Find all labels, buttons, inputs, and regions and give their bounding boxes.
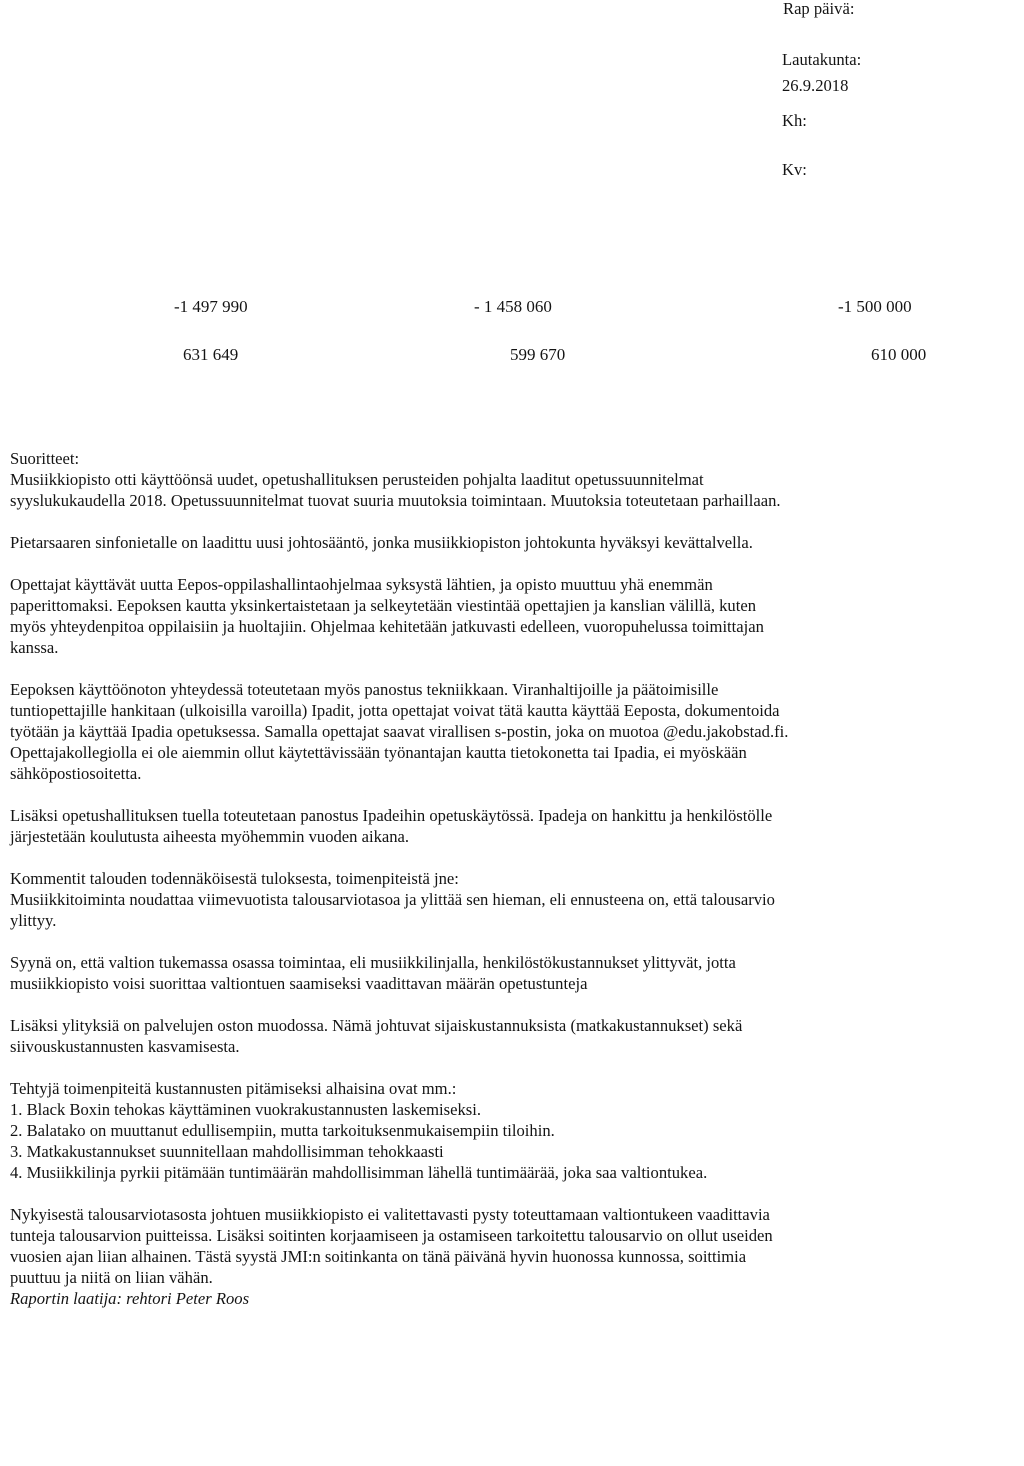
- figure-value: 610 000: [871, 345, 927, 364]
- figure-value: - 1 458 060: [474, 297, 552, 316]
- body-line: työtään ja käyttää Ipadia opetuksessa. Samalla opettajat saavat virallisen s-postin, joka on muotoa @edu.jakobstad.fi.: [10, 722, 789, 741]
- body-line: siivouskustannusten kasvamisesta.: [10, 1037, 240, 1056]
- figure-value: 631 649: [183, 345, 239, 364]
- body-line: musiikkiopisto voisi suorittaa valtiontuen saamiseksi vaadittavan määrän opetustunteja: [10, 974, 588, 993]
- body-line: Eepoksen käyttöönoton yhteydessä toteutetaan myös panostus tekniikkaan. Viranhaltijoille ja päätoimisille: [10, 680, 719, 699]
- list-item: 1. Black Boxin tehokas käyttäminen vuokrakustannusten laskemiseksi.: [10, 1100, 481, 1119]
- body-line: syyslukukaudella 2018. Opetussuunnitelmat tuovat suuria muutoksia toimintaan. Muutoksia toteutetaan parhaillaan.: [10, 491, 781, 510]
- body-line: kanssa.: [10, 638, 59, 657]
- rap-paiva-label: Rap päivä:: [783, 0, 855, 18]
- report-body: [10, 448, 1014, 1309]
- list-item: 2. Balatako on muuttanut edullisempiin, mutta tarkoituksenmukaisempiin tiloihin.: [10, 1121, 555, 1140]
- body-line: Lisäksi opetushallituksen tuella toteutetaan panostus Ipadeihin opetuskäytössä. Ipadeja on hankittu ja henkilöstölle: [10, 806, 773, 825]
- body-line: Opettajat käyttävät uutta Eepos-oppilashallintaohjelmaa syksystä lähtien, ja opisto muuttuu yhä enemmän: [10, 575, 713, 594]
- body-line: tuntiopettajille hankitaan (ulkoisilla varoilla) Ipadit, jotta opettajat voivat tätä kautta käyttää Eeposta, dokumentoida: [10, 701, 780, 720]
- figure-value: -1 500 000: [838, 297, 912, 316]
- body-line: tunteja talousarvion puitteissa. Lisäksi soitinten korjaamiseen ja ostamiseen tarkoitettu talousarvio on ollut useiden: [10, 1226, 773, 1245]
- body-line: vuosien ajan liian alhainen. Tästä syystä JMI:n soitinkanta on tänä päivänä hyvin huonossa kunnossa, soittimia: [10, 1247, 747, 1266]
- body-line: järjestetään koulutusta aiheesta myöhemmin vuoden aikana.: [10, 827, 410, 846]
- body-line: sähköpostiosoitetta.: [10, 764, 142, 783]
- body-line: ylittyy.: [10, 911, 57, 930]
- body-line: Opettajakollegiolla ei ole aiemmin ollut käytettävissään työnantajan kautta tietokonetta tai Ipadia, ei myöskään: [10, 743, 747, 762]
- meeting-date: 26.9.2018: [782, 76, 849, 95]
- section-heading: Suoritteet:: [10, 449, 80, 468]
- body-line: paperittomaksi. Eepoksen kautta yksinkertaistetaan ja selkeytetään viestintää opettajien ja kanslian välillä, kuten: [10, 596, 757, 615]
- body-line: Kommentit talouden todennäköisestä tuloksesta, toimenpiteistä jne:: [10, 869, 459, 888]
- body-line: Nykyisestä talousarviotasosta johtuen musiikkiopisto ei valitettavasti pysty toteuttamaan valtiontukeen vaadittavia: [10, 1205, 770, 1224]
- figure-value: 599 670: [510, 345, 566, 364]
- kv-label: Kv:: [782, 160, 807, 179]
- list-item: 4. Musiikkilinja pyrkii pitämään tuntimäärän mahdollisimman lähellä tuntimäärää, joka saa valtiontukea.: [10, 1163, 708, 1182]
- body-line: Musiikkitoiminta noudattaa viimevuotista talousarviotasoa ja ylittää sen hieman, eli ennusteena on, että talousarvio: [10, 890, 775, 909]
- body-line: puuttuu ja niitä on liian vähän.: [10, 1268, 213, 1287]
- body-line: Lisäksi ylityksiä on palvelujen oston muodossa. Nämä johtuvat sijaiskustannuksista (matkakustannukset) sekä: [10, 1016, 743, 1035]
- list-item: 3. Matkakustannukset suunnitellaan mahdollisimman tehokkaasti: [10, 1142, 444, 1161]
- kh-label: Kh:: [782, 111, 807, 130]
- lautakunta-label: Lautakunta:: [782, 50, 862, 69]
- body-line: Syynä on, että valtion tukemassa osassa toimintaa, eli musiikkilinjalla, henkilöstökustannukset ylittyvät, jotta: [10, 953, 736, 972]
- body-line: Pietarsaaren sinfonietalle on laadittu uusi johtosääntö, jonka musiikkiopiston johtokunta hyväksyi kevättalvella.: [10, 533, 753, 552]
- figure-value: -1 497 990: [174, 297, 248, 316]
- body-line: myös yhteydenpitoa oppilaisiin ja huoltajiin. Ohjelmaa kehitetään jatkuvasti edelleen, vuoropuhelussa toimittajan: [10, 617, 764, 636]
- body-line: Musiikkiopisto otti käyttöönsä uudet, opetushallituksen perusteiden pohjalta laaditut opetussuunnitelmat: [10, 470, 704, 489]
- body-line: Tehtyjä toimenpiteitä kustannusten pitämiseksi alhaisina ovat mm.:: [10, 1079, 457, 1098]
- report-author: Raportin laatija: rehtori Peter Roos: [10, 1289, 250, 1308]
